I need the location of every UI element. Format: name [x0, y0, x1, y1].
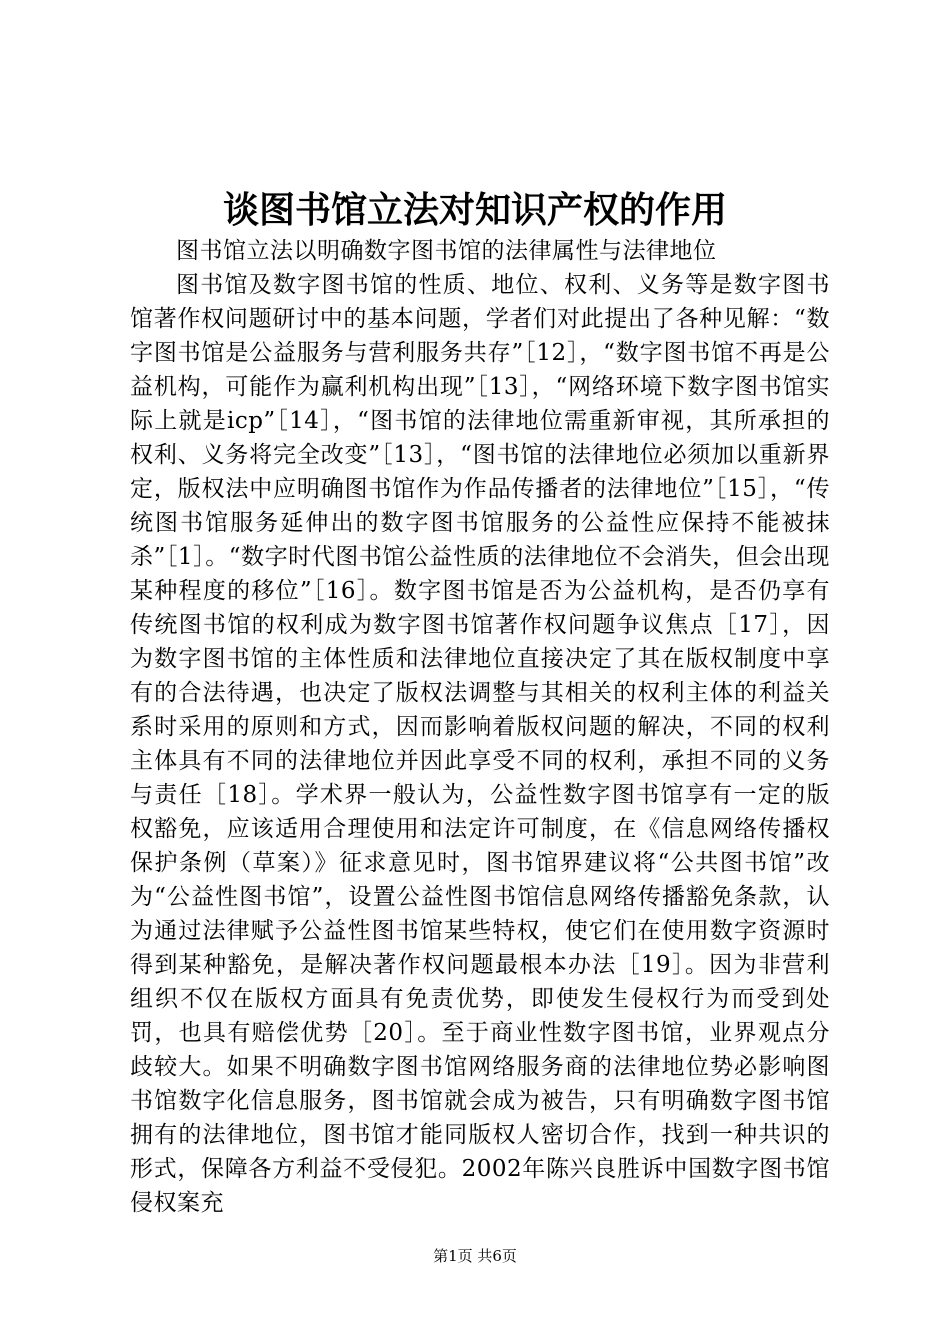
- section-heading: 图书馆立法以明确数字图书馆的法律属性与法律地位: [176, 238, 717, 264]
- document-title: 谈图书馆立法对知识产权的作用: [222, 189, 727, 231]
- document-body: [130, 234, 830, 1220]
- page-footer: 第1页 共6页: [433, 1247, 517, 1265]
- body-paragraph: 图书馆及数字图书馆的性质、地位、权利、义务等是数字图书馆著作权问题研讨中的基本问题，学者们对此提出了各种见解：“数字图书馆是公益服务与营利服务共存”［12］，“数字图书馆不再是公益机构，可能作为赢利机构出现”［13］，“网络环境下数字图书馆实际上就是icp”［14］，“图书馆的法律地位需重新审视，其所承担的权利、义务将完全改变”［13］，“图书馆的法律地位必须加以重新界定，版权法中应明确图书馆作为作品传播者的法律地位”［15］，“传统图书馆服务延伸出的数字图书馆服务的公益性应保持不能被抹杀”［1］。“数字时代图书馆公益性质的法律地位不会消失，但会出现某种程度的移位”［16］。数字图书馆是否为公益机构，是否仍享有传统图书馆的权利成为数字图书馆著作权问题争议焦点［17］，因为数字图书馆的主体性质和法律地位直接决定了其在版权制度中享有的合法待遇，也决定了版权法调整与其相关的权利主体的利益关系时采用的原则和方式，因而影响着版权问题的解决，不同的权利主体具有不同的法律地位并因此享受不同的权利，承担不同的义务与责任［18］。学术界一般认为，公益性数字图书馆享有一定的版权豁免，应该适用合理使用和法定许可制度，在《信息网络传播权保护条例（草案）》征求意见时，图书馆界建议将“公共图书馆”改为“公益性图书馆”，设置公益性图书馆信息网络传播豁免条款，认为通过法律赋予公益性图书馆某些特权，使它们在使用数字资源时得到某种豁免，是解决著作权问题最根本办法［19］。因为非营利组织不仅在版权方面具有免责优势，即使发生侵权行为而受到处罚，也具有赔偿优势［20］。至于商业性数字图书馆，业界观点分歧较大。如果不明确数字图书馆网络服务商的法律地位势必影响图书馆数字化信息服务，图书馆就会成为被告，只有明确数字图书馆拥有的法律地位，图书馆才能同版权人密切合作，找到一种共识的形式，保障各方利益不受侵犯。2002年陈兴良胜诉中国数字图书馆侵权案充: [130, 272, 830, 1216]
